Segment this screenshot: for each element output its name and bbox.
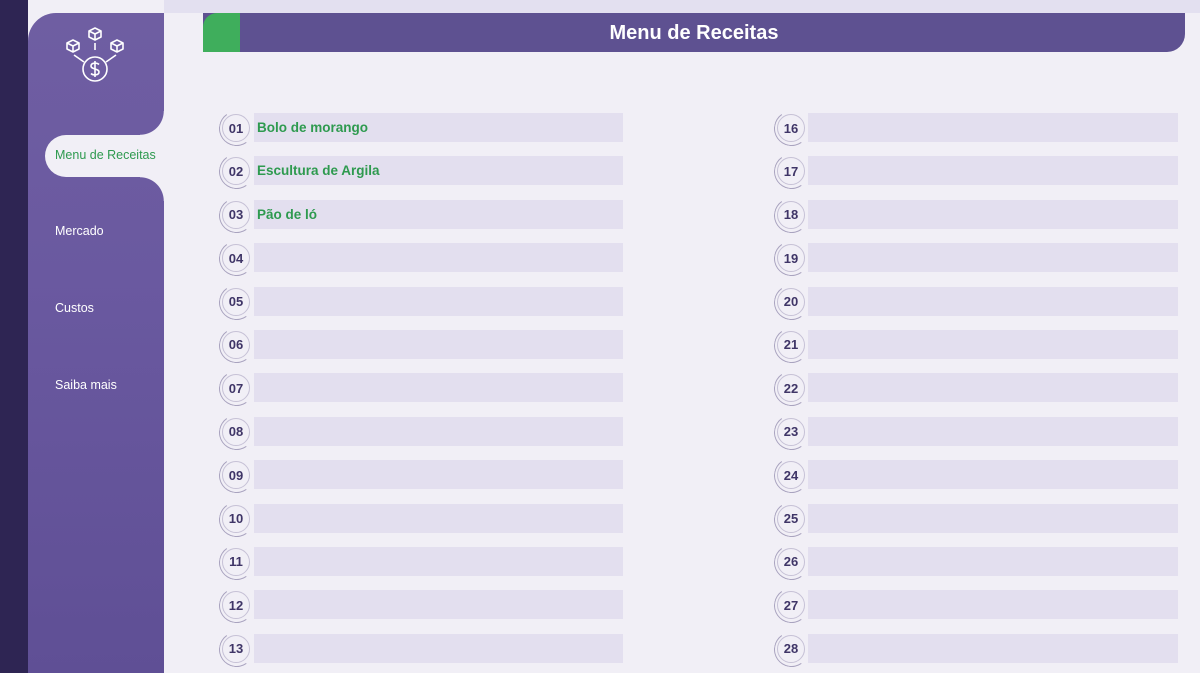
recipe-name-field[interactable]: [808, 634, 1178, 663]
recipe-name-field[interactable]: [254, 417, 623, 446]
recipe-number-badge: 25: [777, 505, 805, 533]
recipe-name-field[interactable]: [254, 373, 623, 402]
recipe-name-field[interactable]: [808, 200, 1178, 229]
recipe-name-field[interactable]: [254, 330, 623, 359]
recipe-number-badge: 03: [222, 201, 250, 229]
recipe-number-badge: 06: [222, 331, 250, 359]
recipe-name-field[interactable]: [254, 460, 623, 489]
top-band: [164, 0, 1200, 13]
recipe-name-field[interactable]: [808, 287, 1178, 316]
recipe-number-badge: 12: [222, 591, 250, 619]
sidebar-item-mercado[interactable]: Mercado: [55, 224, 104, 238]
recipe-name-field[interactable]: [808, 243, 1178, 272]
recipe-number-badge: 02: [222, 157, 250, 185]
recipe-number-badge: 19: [777, 244, 805, 272]
recipe-number-badge: 10: [222, 505, 250, 533]
recipe-number-badge: 22: [777, 374, 805, 402]
page-title: Menu de Receitas: [609, 22, 779, 44]
recipe-number-badge: 04: [222, 244, 250, 272]
recipe-name-field[interactable]: [808, 460, 1178, 489]
recipe-name-field[interactable]: [808, 417, 1178, 446]
recipe-number-badge: 01: [222, 114, 250, 142]
recipe-number-badge: 08: [222, 418, 250, 446]
recipe-number-badge: 09: [222, 461, 250, 489]
recipe-number-badge: 18: [777, 201, 805, 229]
recipe-name-field[interactable]: [254, 243, 623, 272]
recipe-name-field[interactable]: [808, 373, 1178, 402]
recipe-name-field[interactable]: Bolo de morango: [254, 113, 623, 142]
recipe-name-field[interactable]: [808, 590, 1178, 619]
recipe-name-field[interactable]: Pão de ló: [254, 200, 623, 229]
recipe-number-badge: 13: [222, 635, 250, 663]
boxes-dollar-icon: [62, 25, 128, 91]
left-edge-strip: [0, 0, 28, 673]
sidebar-item-menu-de-receitas[interactable]: [45, 135, 164, 177]
recipe-number-badge: 26: [777, 548, 805, 576]
page-header: [203, 13, 1185, 52]
recipe-name-field[interactable]: [254, 287, 623, 316]
recipe-name-field[interactable]: [808, 156, 1178, 185]
recipe-number-badge: 05: [222, 288, 250, 316]
recipe-number-badge: 17: [777, 157, 805, 185]
recipe-number-badge: 21: [777, 331, 805, 359]
recipe-number-badge: 23: [777, 418, 805, 446]
sidebar-item-custos[interactable]: Custos: [55, 301, 94, 315]
recipe-number-badge: 07: [222, 374, 250, 402]
recipe-name-field[interactable]: [808, 330, 1178, 359]
recipe-name-field[interactable]: [254, 634, 623, 663]
recipe-name-field[interactable]: [808, 504, 1178, 533]
recipe-name-field[interactable]: [808, 113, 1178, 142]
recipe-number-badge: 28: [777, 635, 805, 663]
recipe-name-field[interactable]: [808, 547, 1178, 576]
sidebar-item-label: Menu de Receitas: [55, 148, 156, 162]
sidebar-item-saiba-mais[interactable]: Saiba mais: [55, 378, 117, 392]
recipe-name-field[interactable]: [254, 590, 623, 619]
recipe-number-badge: 20: [777, 288, 805, 316]
recipe-name-field[interactable]: [254, 547, 623, 576]
recipe-number-badge: 27: [777, 591, 805, 619]
recipe-number-badge: 16: [777, 114, 805, 142]
recipe-number-badge: 24: [777, 461, 805, 489]
recipe-name-field[interactable]: [254, 504, 623, 533]
recipe-number-badge: 11: [222, 548, 250, 576]
recipe-name-field[interactable]: Escultura de Argila: [254, 156, 623, 185]
